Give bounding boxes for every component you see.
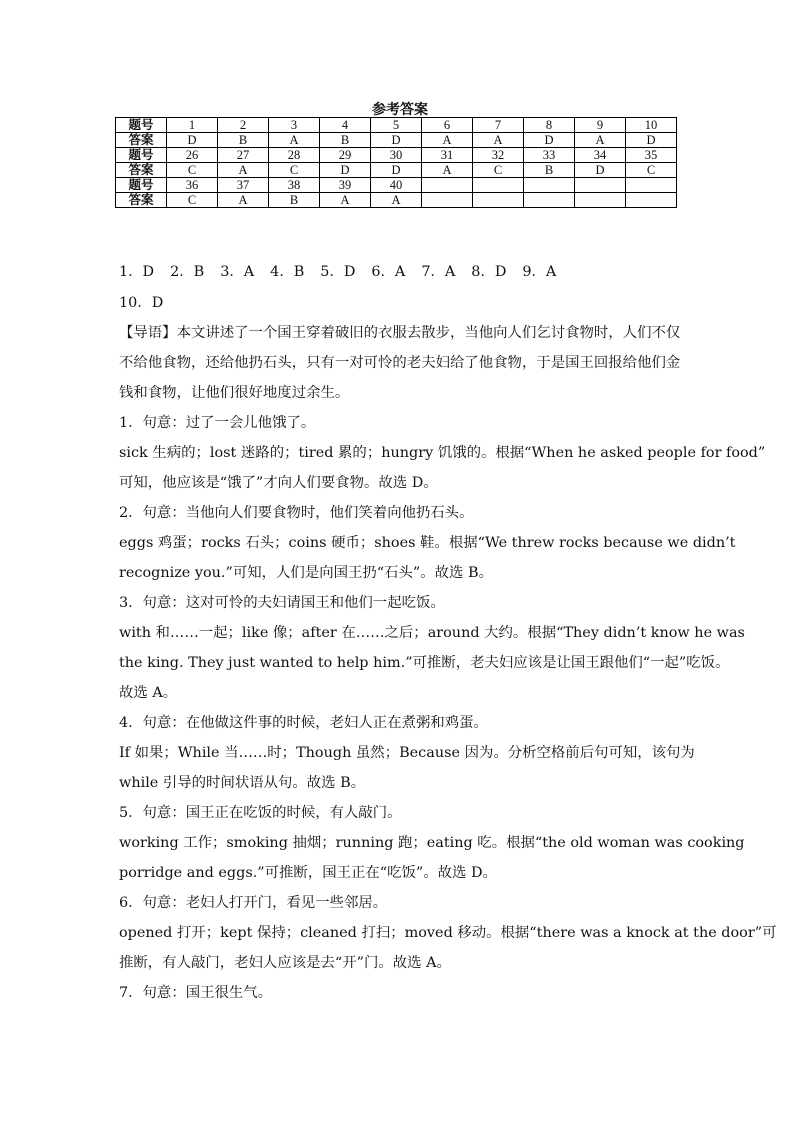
table-cell: 4 [320, 118, 371, 133]
table-cell: D [320, 163, 371, 178]
answer-item: 1．D [119, 264, 155, 280]
table-cell: D [371, 163, 422, 178]
explanation-line: porridge and eggs.”可推断，国王正在“吃饭”。故选 D。 [119, 865, 497, 881]
explanation-line: 5．句意：国王正在吃饭的时候，有人敲门。 [119, 805, 402, 821]
table-cell [626, 193, 677, 208]
table-cell: 9 [575, 118, 626, 133]
table-cell: B [218, 133, 269, 148]
explanation-line: recognize you.”可知，人们是向国王扔“石头”。故选 B。 [119, 565, 493, 581]
table-cell: C [626, 163, 677, 178]
table-cell: 31 [422, 148, 473, 163]
table-cell: 29 [320, 148, 371, 163]
table-cell: 33 [524, 148, 575, 163]
table-cell: B [269, 193, 320, 208]
table-cell: A [269, 133, 320, 148]
table-row [116, 163, 677, 178]
table-cell: C [269, 163, 320, 178]
table-cell [575, 178, 626, 193]
answer-table [115, 117, 677, 208]
row-header-cell: 题号 [116, 148, 167, 163]
table-cell: 10 [626, 118, 677, 133]
table-cell: C [473, 163, 524, 178]
explanation-line: sick 生病的；lost 迷路的；tired 累的；hungry 饥饿的。根据“When he asked people for food” [119, 445, 766, 461]
explanation-line: while 引导的时间状语从句。故选 B。 [119, 775, 366, 791]
answer-list-last: 10．D [119, 295, 164, 311]
table-cell: C [167, 163, 218, 178]
table-row [116, 118, 677, 133]
table-cell [473, 193, 524, 208]
row-header-cell: 题号 [116, 178, 167, 193]
table-cell: A [473, 133, 524, 148]
table-cell: D [626, 133, 677, 148]
table-cell: 30 [371, 148, 422, 163]
table-cell: A [422, 163, 473, 178]
table-cell: 34 [575, 148, 626, 163]
table-cell [473, 178, 524, 193]
explanation-line: 故选 A。 [119, 685, 178, 701]
answer-item: 9．A [522, 264, 557, 280]
table-cell: A [575, 133, 626, 148]
table-row [116, 178, 677, 193]
table-cell: A [320, 193, 371, 208]
table-cell [422, 178, 473, 193]
table-cell: 40 [371, 178, 422, 193]
answer-item: 2．B [170, 264, 205, 280]
table-cell: 28 [269, 148, 320, 163]
explanation-line: 不给他食物，还给他扔石头，只有一对可怜的老夫妇给了他食物，于是国王回报给他们金 [119, 355, 681, 371]
table-cell: 37 [218, 178, 269, 193]
table-cell: D [167, 133, 218, 148]
table-cell: A [422, 133, 473, 148]
explanation-line: If 如果；While 当……时；Though 虽然；Because 因为。分析空格前后句可知，该句为 [119, 745, 695, 761]
row-header-cell: 答案 [116, 163, 167, 178]
explanation-line: the king. They just wanted to help him.”可推断，老夫妇应该是让国王跟他们“一起”吃饭。 [119, 655, 730, 671]
table-cell [422, 193, 473, 208]
table-cell: 2 [218, 118, 269, 133]
row-header-cell: 答案 [116, 133, 167, 148]
row-header-cell: 答案 [116, 193, 167, 208]
table-row [116, 133, 677, 148]
row-header-cell: 题号 [116, 118, 167, 133]
answer-item: 6．A [371, 264, 406, 280]
table-cell: C [167, 193, 218, 208]
explanation-line: 钱和食物，让他们很好地度过余生。 [119, 385, 350, 401]
table-cell: D [575, 163, 626, 178]
table-cell: 36 [167, 178, 218, 193]
table-cell: A [218, 193, 269, 208]
table-cell: 7 [473, 118, 524, 133]
table-cell [575, 193, 626, 208]
page-title: 参考答案 [372, 102, 428, 118]
table-row [116, 193, 677, 208]
table-cell: 26 [167, 148, 218, 163]
table-row [116, 148, 677, 163]
table-cell: D [371, 133, 422, 148]
table-cell: 32 [473, 148, 524, 163]
table-cell [524, 193, 575, 208]
table-cell: 27 [218, 148, 269, 163]
answer-list [119, 262, 572, 282]
explanation-line: 1．句意：过了一会儿他饿了。 [119, 415, 316, 431]
table-cell: 5 [371, 118, 422, 133]
table-cell: 3 [269, 118, 320, 133]
explanation-line: 可知，他应该是“饿了”才向人们要食物。故选 D。 [119, 475, 438, 491]
explanation-line: with 和……一起；like 像；after 在……之后；around 大约。根据“They didn’t know he was [119, 625, 745, 641]
explanation-line: 7．句意：国王很生气。 [119, 985, 273, 1001]
answer-item: 4．B [270, 264, 305, 280]
explanation-line: 2．句意：当他向人们要食物时，他们笑着向他扔石头。 [119, 505, 474, 521]
explanation-line: 3．句意：这对可怜的夫妇请国王和他们一起吃饭。 [119, 595, 445, 611]
table-cell: B [320, 133, 371, 148]
table-cell: 39 [320, 178, 371, 193]
table-cell: A [371, 193, 422, 208]
answer-item: 7．A [421, 264, 456, 280]
explanation-line: 【导语】本文讲述了一个国王穿着破旧的衣服去散步，当他向人们乞讨食物时，人们不仅 [119, 325, 681, 341]
explanation-line: eggs 鸡蛋；rocks 石头；coins 硬币；shoes 鞋。根据“We threw rocks because we didn’t [119, 535, 736, 551]
table-cell: 1 [167, 118, 218, 133]
explanation-line: 6．句意：老妇人打开门，看见一些邻居。 [119, 895, 388, 911]
table-cell: D [524, 133, 575, 148]
explanation-line: 4．句意：在他做这件事的时候，老妇人正在煮粥和鸡蛋。 [119, 715, 488, 731]
answer-item: 3．A [220, 264, 255, 280]
table-cell [626, 178, 677, 193]
table-cell: 6 [422, 118, 473, 133]
table-cell: B [524, 163, 575, 178]
table-cell [524, 178, 575, 193]
answer-item: 8．D [471, 264, 507, 280]
table-cell: 8 [524, 118, 575, 133]
table-cell: 38 [269, 178, 320, 193]
table-cell: 35 [626, 148, 677, 163]
explanation-line: opened 打开；kept 保持；cleaned 打扫；moved 移动。根据“there was a knock at the door”可 [119, 925, 777, 941]
answer-item: 5．D [320, 264, 356, 280]
explanation-line: 推断，有人敲门，老妇人应该是去“开”门。故选 A。 [119, 955, 451, 971]
explanation-line: working 工作；smoking 抽烟；running 跑；eating 吃。根据“the old woman was cooking [119, 835, 745, 851]
table-cell: A [218, 163, 269, 178]
